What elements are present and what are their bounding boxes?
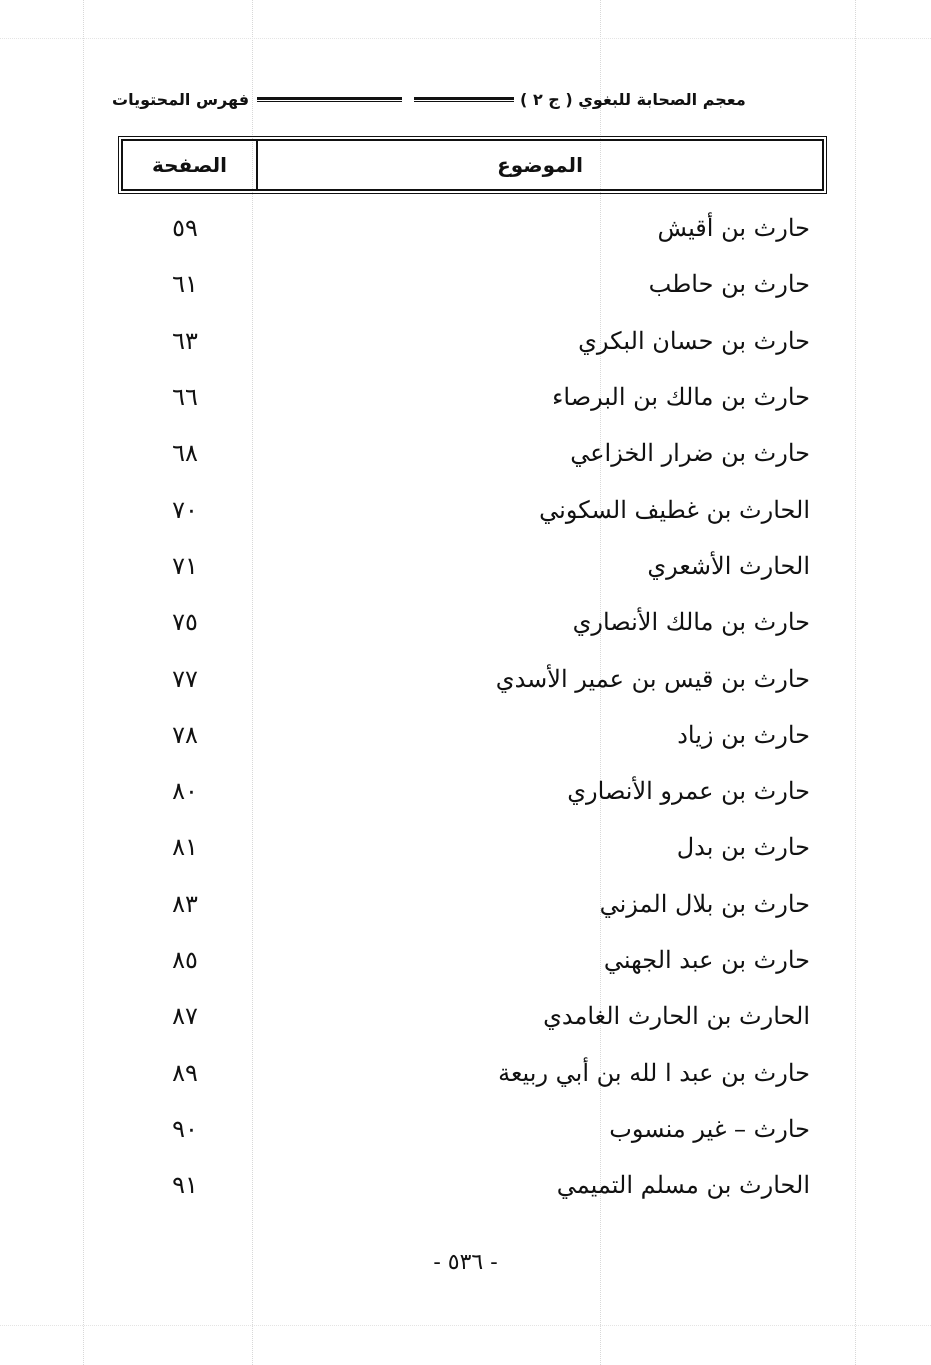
list-item [120,1042,810,1098]
list-item [120,479,810,535]
list-item [120,1155,810,1211]
entry-name: الحارث الأشعري [647,551,810,580]
entry-name: حارث بن بدل [676,833,810,862]
entry-page: ٨٠ [172,777,198,806]
entry-page: ٩١ [172,1171,198,1200]
page-column-header: الصفحة [123,141,258,189]
entry-name: الحارث بن الحارث الغامدي [543,1002,810,1031]
entry-name: حارث بن مالك بن البرصاء [552,383,810,412]
entry-page: ٧٥ [172,608,198,637]
list-item [120,198,810,254]
list-item [120,254,810,310]
running-header [112,84,824,114]
entry-page: ٧٧ [172,664,198,693]
header-rule [414,97,514,102]
topic-column-header: الموضوع [497,153,583,177]
scan-guide [83,0,84,1365]
list-item [120,874,810,930]
entry-page: ٦٦ [172,383,198,412]
entry-name: حارث بن عبد الجهني [603,946,810,974]
contents-list [120,198,810,1211]
header-rule [257,97,402,102]
column-header [121,139,824,191]
scan-guide [855,0,856,1365]
list-item [120,648,810,704]
entry-page: ٨١ [172,833,198,862]
entry-name: حارث بن زياد [677,720,810,749]
entry-page: ٨٣ [172,889,198,918]
entry-page: ٨٥ [172,946,198,974]
entry-page: ٥٩ [172,214,198,243]
list-item [120,423,810,479]
entry-page: ٦٣ [172,326,198,355]
entry-page: ٩٠ [172,1114,198,1143]
list-item [120,311,810,367]
list-item [120,592,810,648]
entry-name: حارث بن حسان البكري [578,326,810,355]
entry-name: حارث بن بلال المزني [599,889,810,918]
scan-guide [0,1325,931,1326]
entry-page: ٨٩ [172,1058,198,1087]
entry-name: حارث بن عبد ا لله بن أبي ربيعة [498,1058,810,1087]
section-title: فهرس المحتويات [112,89,250,109]
list-item [120,986,810,1042]
entry-name: حارث بن أقيش [657,214,810,243]
entry-page: ٧٨ [172,720,198,749]
entry-page: ٧١ [172,551,198,580]
entry-name: حارث بن عمرو الأنصاري [567,777,810,806]
list-item [120,536,810,592]
entry-page: ٦٨ [172,439,198,468]
list-item [120,705,810,761]
entry-name: حارث بن حاطب [648,270,810,299]
entry-name: الحارث بن مسلم التميمي [556,1171,810,1200]
list-item [120,1099,810,1155]
book-title: معجم الصحابة للبغوي ( ج ٢ ) [520,89,746,109]
entry-name: الحارث بن غطيف السكوني [539,495,810,524]
list-item [120,367,810,423]
entry-name: حارث – غير منسوب [609,1114,810,1143]
entry-name: حارث بن ضرار الخزاعي [570,439,810,468]
list-item [120,930,810,986]
entry-page: ٧٠ [172,495,198,524]
list-item [120,817,810,873]
scan-guide [0,38,931,39]
entry-page: ٨٧ [172,1002,198,1031]
page-number: - ٥٣٦ - [433,1250,498,1275]
entry-name: حارث بن مالك الأنصاري [572,608,810,637]
list-item [120,761,810,817]
entry-page: ٦١ [172,270,198,299]
entry-name: حارث بن قيس بن عمير الأسدي [495,664,810,693]
